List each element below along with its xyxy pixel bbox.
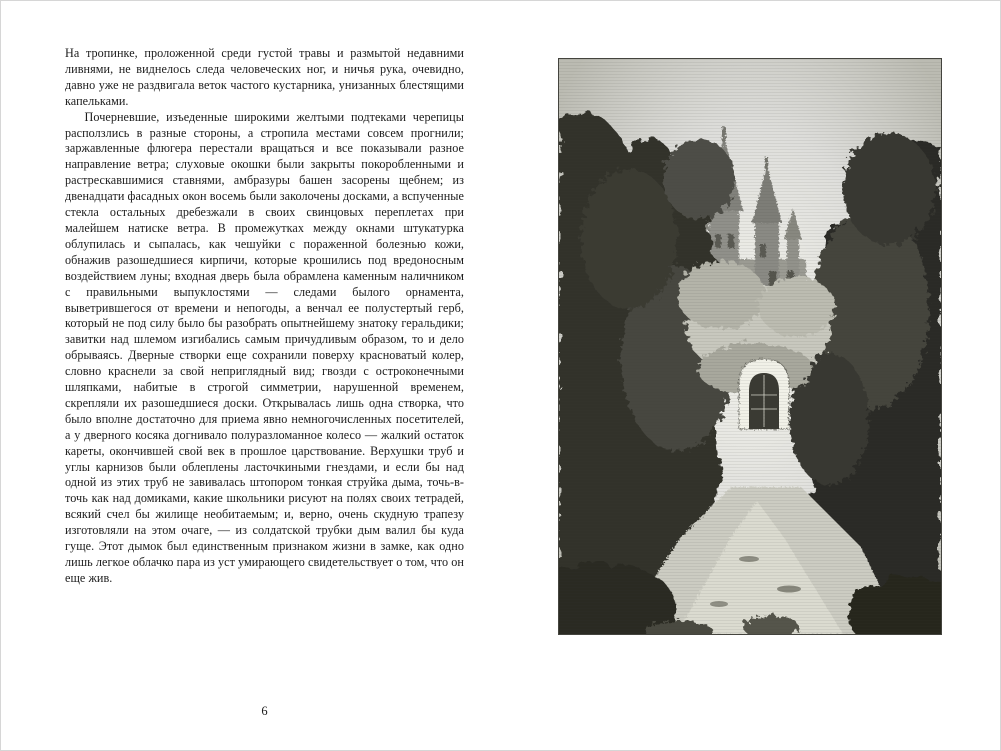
illustration-frame	[558, 58, 942, 635]
etching-hatch-overlay	[559, 59, 941, 634]
body-text	[65, 46, 464, 587]
page-number: 6	[261, 704, 268, 718]
castle-engraving-illustration	[559, 59, 941, 634]
paragraph: На тропинке, проложенной среди густой травы и размытой недавними ливнями, не виднелось следа человеческих ног, и ничья рука, очевидно, давно уже не раздвигала веток частого кустарника, унизанных блестящими капельками.	[65, 46, 464, 108]
paragraph: Почерневшие, изъеденные широкими желтыми подтеками черепицы расползлись в разные стороны, а стропила местами совсем прогнили; заржавленные флюгера перестали вращаться и все показывали разное направление ветра; слуховые окошки были закрыты покоробленными и растрескавшимися ставнями, амбразуры башен засорены щебнем; из двенадцати фасадных окон восемь были заколочены досками, а вспученные стекла остальных дребезжали в своих свинцовых переплетах при малейшем натиске ветра. В промежутках между окнами штукатурка облупилась и сыпалась, как чешуйки с пораженной болезнью кожи, обнажив разошедшиеся кирпичи, которые крошились под вредоносным воздействием луны; входная дверь была обрамлена каменным наличником с правильными выпуклостями — следами былого орнамента, выветрившегося от времени и непогоды, а венчал ее полустертый герб, который не под силу было бы разобрать опытнейшему знатоку геральдики; завитки над шлемом изгибались самым причудливым образом, то и дело обрываясь. Дверные створки еще сохранили поверху красноватый колер, словно краснели за свой неприглядный вид; гвозди с остроконечными шляпками, набитые в строгой симметрии, нарушенной временем, скрепляли их разошедшиеся доски. Открывалась лишь одна створка, что было вполне достаточно для приема явно немногочисленных посетителей, а у дверного косяка догнивало полуразломанное колесо — жалкий остаток кареты, окончившей свой век в прошлое царствование. Верхушки труб и углы карнизов были облеплены ласточкиными гнездами, и если бы над одной из этих труб не завивалась штопором тонкая струйка дыма, точь-в-точь как над домиками, какие школьники рисуют на полях своих тетрадей, всякий счел бы жилище необитаемым; и, верно, очень скудную трапезу изготовляли на этом очаге, — из солдатской трубки дым валил бы куда гуще. Этот дымок был единственным признаком жизни в замке, как одно лишь легкое облачко пара из уст умирающего свидетельствует о том, что он еще жив.	[65, 109, 464, 585]
